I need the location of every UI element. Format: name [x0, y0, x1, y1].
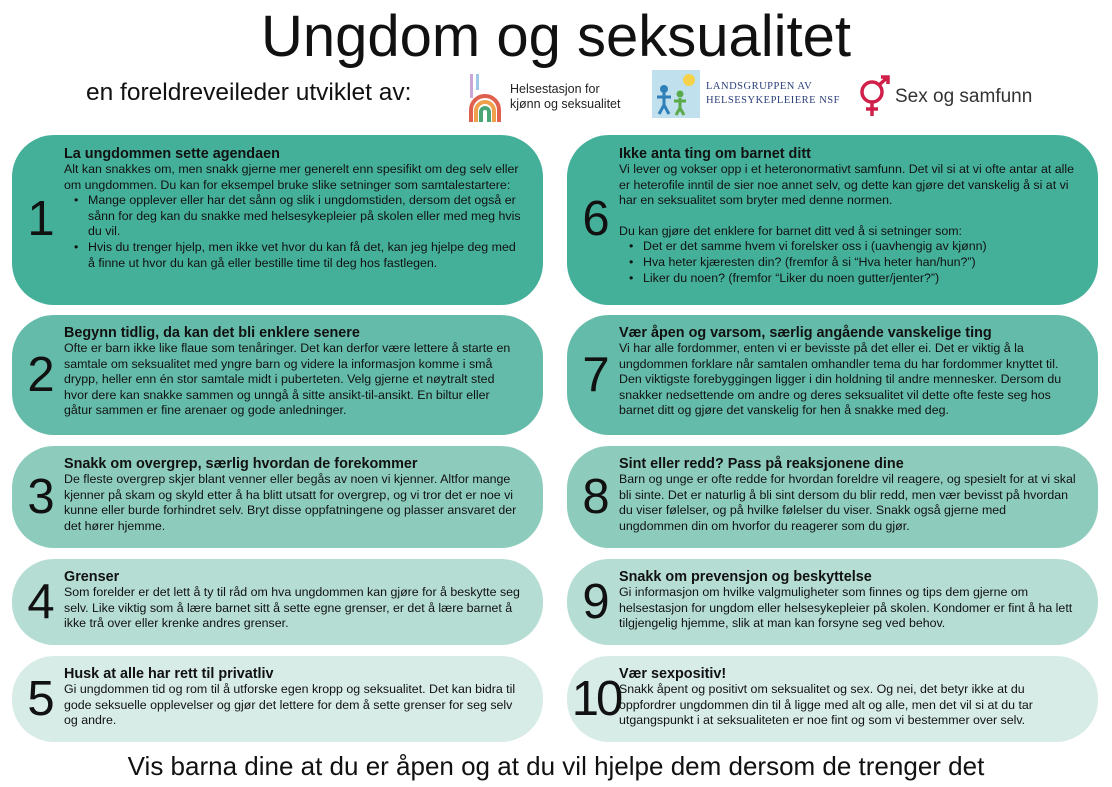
tip-number: 4	[27, 575, 55, 629]
tip-text: Som forelder er det lett å ty til råd om hva ungdommen kan gjøre for å beskytte seg selv. Like viktig som å lære barnet sitt å sette egne grenser, er det å lære barnet å ikke trå over eller krenke andres grenser.	[64, 585, 520, 631]
list-item: • Det er det samme hvem vi forelsker oss i (uavhengig av kjønn)	[643, 239, 1076, 255]
tip-card-5	[12, 656, 543, 742]
tip-heading: Vær åpen og varsom, særlig angående vanskelige ting	[619, 325, 992, 341]
logo-text-line: LANDSGRUPPEN AV	[706, 81, 813, 92]
children-logo-icon	[652, 70, 700, 118]
tip-heading: Snakk om overgrep, særlig hvordan de forekommer	[64, 456, 418, 472]
tip-number: 10	[571, 672, 621, 726]
tip-number: 3	[27, 470, 55, 524]
subtitle: en foreldreveileder utviklet av:	[86, 79, 412, 106]
tip-text: Vi har alle fordommer, enten vi er bevisste på det eller ei. Det er viktig å la ungdommen forklare når samtalen omhandler tema du har fordommer knyttet til. Den viktigste forebyggingen ligger i din holdning til andre mennesker. Dersom du snakker nedsettende om andre og deres seksualitet vil dette ofte feste seg hos barnet ditt og gjøre det vanskelig for hen å snakke med deg.	[619, 341, 1062, 418]
tip-heading: Snakk om prevensjon og beskyttelse	[619, 569, 872, 585]
tip-text: Alt kan snakkes om, men snakk gjerne mer generelt enn spesifikt om deg selv eller om ungdommen. Du kan for eksempel bruke slike setninger som samtalestartere:	[64, 162, 519, 192]
tip-card-2	[12, 315, 543, 435]
list-item: • Hvis du trenger hjelp, men ikke vet hvor du kan få det, kan jeg hjelpe deg med å finne ut hvor du kan gå eller bestille time til deg hos fastlegen.	[88, 240, 521, 271]
tip-text: Vi lever og vokser opp i et heteronormativt samfunn. Det vil si at vi ofte antar at alle er heterofile inntil de sier noe annet selv, og dette kan gjøre det vanskelig å si at vi har en seksualitet som bryter med denne normen.	[619, 162, 1075, 208]
tip-card-9	[567, 559, 1098, 645]
tip-card-3	[12, 446, 543, 548]
logo-landsgruppen	[652, 70, 840, 118]
footer-message: Vis barna dine at du er åpen og at du vil hjelpe dem dersom de trenger det	[127, 751, 985, 781]
logo-helsestasjon	[468, 72, 620, 122]
tip-heading: Sint eller redd? Pass på reaksjonene dine	[619, 456, 904, 472]
tip-number: 9	[582, 575, 610, 629]
tip-text: De fleste overgrep skjer blant venner eller begås av noen vi kjenner. Altfor mange kjenner på skam og skyld etter å ha blitt utsatt for overgrep, og vi tror det er noe vi kunne eller burde forhindret selv. Bryt disse oppfatningene og plasser ansvaret der det hører hjemme.	[64, 472, 517, 533]
tip-heading: La ungdommen sette agendaen	[64, 146, 280, 162]
tip-card-7	[567, 315, 1098, 435]
tip-number: 7	[582, 348, 610, 402]
logo-text-line: kjønn og seksualitet	[510, 97, 621, 111]
tip-text: Du kan gjøre det enklere for barnet ditt ved å si setninger som:	[619, 223, 962, 238]
logo-text-line: Sex og samfunn	[895, 86, 1033, 107]
tip-card-10	[567, 656, 1098, 742]
tip-number: 8	[582, 470, 610, 524]
rainbow-logo-icon	[468, 72, 502, 122]
tip-card-6	[567, 135, 1098, 305]
tip-number: 6	[582, 192, 610, 246]
tip-heading: Grenser	[64, 569, 120, 585]
gender-symbol-icon	[857, 75, 891, 119]
tip-heading: Begynn tidlig, da kan det bli enklere senere	[64, 325, 360, 341]
logo-text-line: HELSESYKEPLEIERE NSF	[706, 95, 840, 106]
list-item: • Liker du noen? (fremfor “Liker du noen gutter/jenter?”)	[643, 271, 1076, 287]
tip-text: Ofte er barn ikke like flaue som tenåringer. Det kan derfor være lettere å starte en samtale om seksualitet med yngre barn og videre la informasjon komme i små drypp, heller enn én stor samtale midt i puberteten. Velg gjerne et nøytralt sted hvor dere kan snakke sammen og unngå å sitte ansikt-til-ansikt. En biltur eller gåtur sammen er fine arenaer og gode anledninger.	[64, 341, 511, 418]
tip-text: Barn og unge er ofte redde for hvordan foreldre vil reagere, og spesielt for at vi skal bli sinte. Det er naturlig å bli sint dersom du blir redd, men vær bevisst på hvordan du viser følelser, og på hvilke følelser du viser. Snakk også gjerne med ungdommen din om hvorfor du reagerer som du gjør.	[619, 472, 1076, 533]
tip-heading: Husk at alle har rett til privatliv	[64, 666, 274, 682]
logo-sex-og-samfunn	[857, 75, 1032, 119]
tip-card-1	[12, 135, 543, 305]
tip-heading: Ikke anta ting om barnet ditt	[619, 146, 811, 162]
list-item: • Hva heter kjæresten din? (fremfor å si “Hva heter han/hun?”)	[643, 255, 1076, 271]
tip-number: 1	[27, 192, 55, 246]
logo-text-line: Helsestasjon for	[510, 82, 600, 96]
list-item: • Mange opplever eller har det sånn og slik i ungdomstiden, dersom det også er sånn for deg kan du snakke med helsesykepleier på skolen eller med meg hvis du vil.	[88, 193, 521, 240]
tip-text: Snakk åpent og positivt om seksualitet og sex. Og nei, det betyr ikke at du oppfordrer ungdommen din til å ligge med alt og alle, men det vil si at du tar utgangspunkt i at seksualiteten er noe fint og som vi bestemmer over selv.	[619, 682, 1033, 728]
tip-text: Gi informasjon om hvilke valgmuligheter som finnes og tips dem gjerne om helsestasjon for ungdom eller helsesykepleier på skolen. Kondomer er fint å ha lett tilgjengelig hjemme, slik at man kan forsyne seg ved behov.	[619, 585, 1073, 631]
tip-card-8	[567, 446, 1098, 548]
tip-number: 2	[27, 348, 55, 402]
tip-text: Gi ungdommen tid og rom til å utforske egen kropp og seksualitet. Det kan bidra til gode seksuelle opplevelser og gjør det lettere for dem å sette grenser for seg selv og andre.	[64, 682, 516, 728]
tip-number: 5	[27, 672, 55, 726]
page-title: Ungdom og seksualitet	[261, 4, 851, 69]
tip-heading: Vær sexpositiv!	[619, 666, 727, 682]
tip-card-4	[12, 559, 543, 645]
